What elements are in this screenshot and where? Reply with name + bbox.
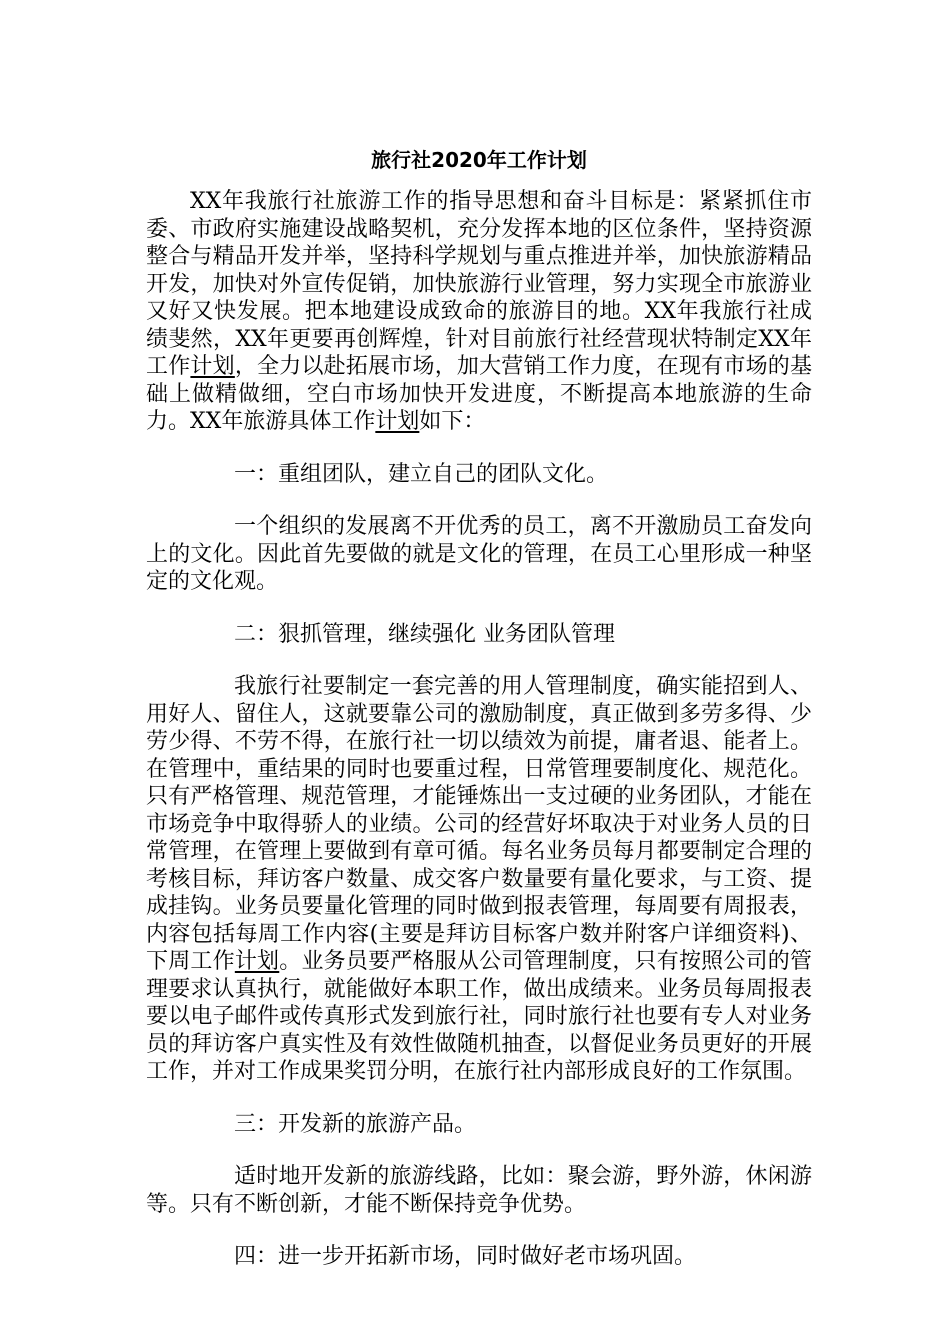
plan-link[interactable]: 计划 — [234, 949, 280, 974]
section-body-1: 一个组织的发展离不开优秀的员工，离不开激励员工奋发向上的文化。因此首先要做的就是文化的管理，在员工心里形成一种坚定的文化观。 — [146, 514, 812, 594]
intro-paragraph — [146, 188, 812, 436]
section-heading-1: 一：重组团队，建立自己的团队文化。 — [234, 461, 609, 487]
section-body-2-text-2: 。业务员要严格服从公司管理制度，只有按照公司的管理要求认真执行，就能做好本职工作，做出成绩来。业务员每周报表要以电子邮件或传真形式发到旅行社，同时旅行社也要有专人对业务员的拜访客户真实性及有效性做随机抽查，以督促业务员更好的开展工作，并对工作成果奖罚分明，在旅行社内部形成良好的工作氛围。 — [146, 949, 812, 1084]
section-heading-3: 三：开发新的旅游产品。 — [234, 1111, 477, 1137]
document-title: 旅行社2020年工作计划 — [371, 148, 587, 172]
plan-link[interactable]: 计划 — [375, 409, 420, 434]
intro-text-3: 如下： — [419, 409, 486, 434]
section-heading-4: 四：进一步开拓新市场，同时做好老市场巩固。 — [234, 1244, 697, 1269]
section-heading-2: 二：狠抓管理，继续强化 业务团队管理 — [234, 621, 615, 647]
document-body — [146, 146, 812, 1271]
section-body-3: 适时地开发新的旅游线路，比如：聚会游，野外游，休闲游等。只有不断创新，才能不断保持竞争优势。 — [146, 1164, 812, 1217]
section-body-2-text-1: 我旅行社要制定一套完善的用人管理制度，确实能招到人、用好人、留住人，这就要靠公司的激励制度，真正做到多劳多得、少劳少得、不劳不得，在旅行社一切以绩效为前提，庸者退、能者上。在管理中，重结果的同时也要重过程，日常管理要制度化、规范化。只有严格管理、规范管理，才能锤炼出一支过硬的业务团队，才能在市场竞争中取得骄人的业绩。公司的经营好坏取决于对业务人员的日常管理，在管理上要做到有章可循。每名业务员每月都要制定合理的考核目标，拜访客户数量、成交客户数量要有量化要求，与工资、提成挂钩。业务员要量化管理的同时做到报表管理，每周要有周报表，内容包括每周工作内容(主要是拜访目标客户数并附客户详细资料)、下周工作 — [146, 674, 812, 974]
intro-text-2: ，全力以赴拓展市场，加大营销工作力度，在现有市场的基础上做精做细，空白市场加快开发进度，不断提高本地旅游的生命力。XX年旅游具体工作 — [146, 354, 812, 434]
plan-link[interactable]: 计划 — [190, 354, 235, 379]
section-body-2 — [146, 673, 812, 1086]
intro-text-1: XX年我旅行社旅游工作的指导思想和奋斗目标是：紧紧抓住市委、市政府实施建设战略契机，充分发挥本地的区位条件，坚持资源整合与精品开发并举，坚持科学规划与重点推进并举，加快旅游精品开发，加快对外宣传促销，加快旅游行业管理，努力实现全市旅游业又好又快发展。把本地建设成致命的旅游目的地。XX年我旅行社成绩斐然，XX年更要再创辉煌，针对目前旅行社经营现状特制定XX年工作 — [146, 189, 812, 379]
